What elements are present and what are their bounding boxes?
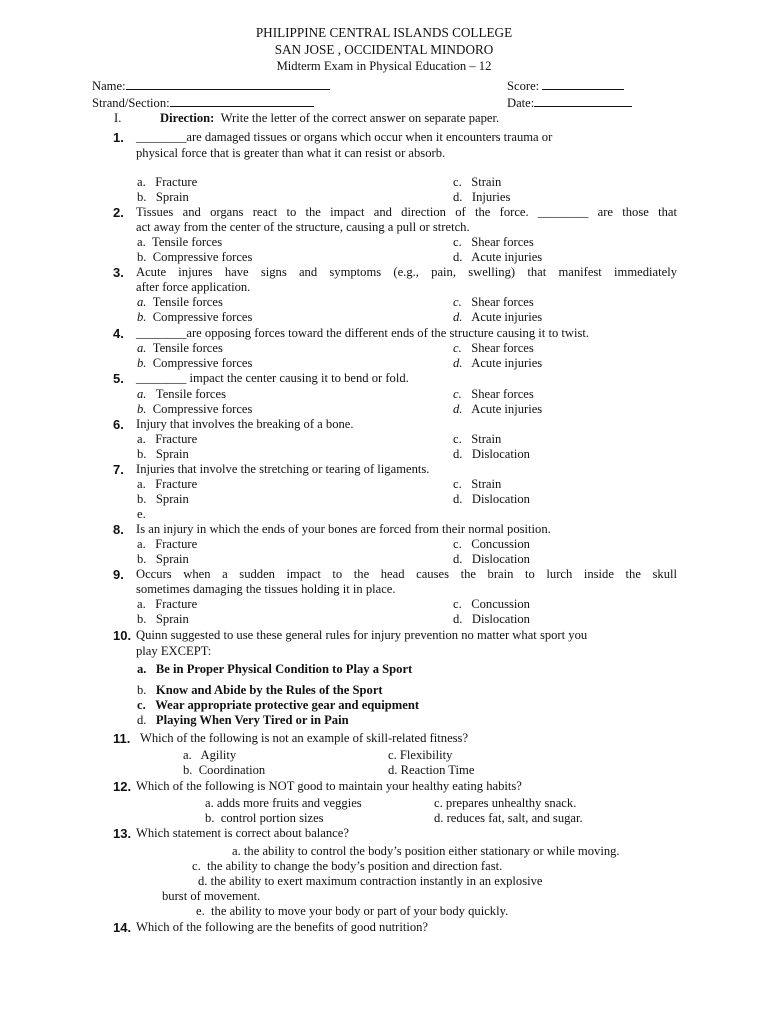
- question-number: 9.: [113, 567, 124, 582]
- option-c: c. Shear forces: [453, 235, 534, 249]
- option-c: c. Flexibility: [388, 748, 453, 762]
- option-d: d. Dislocation: [453, 612, 530, 626]
- option-a: a. Be in Proper Physical Condition to Play a Sport: [137, 662, 413, 676]
- name-line: [126, 77, 330, 90]
- option-d: d. Acute injuries: [453, 250, 543, 264]
- question-text: after force application.: [136, 280, 251, 294]
- question-number: 11.: [113, 731, 131, 746]
- option-d: d. Playing When Very Tired or in Pain: [137, 713, 349, 727]
- option-b: b. Compressive forces: [137, 356, 253, 370]
- option-d: d. Dislocation: [453, 552, 530, 566]
- question-text: ________are opposing forces toward the different ends of the structure causing it to twist.: [136, 326, 590, 340]
- question-number: 13.: [113, 826, 132, 841]
- question-number: 2.: [113, 205, 124, 220]
- date-field: [507, 94, 632, 111]
- school-name: PHILIPPINE CENTRAL ISLANDS COLLEGE: [255, 25, 513, 40]
- option-d: d. Injuries: [453, 190, 511, 204]
- option-a: a. Tensile forces: [137, 341, 223, 355]
- option-c: c. Strain: [453, 432, 502, 446]
- option-d: d. Dislocation: [453, 447, 530, 461]
- option-d: d. reduces fat, salt, and sugar.: [434, 811, 583, 825]
- option-b: b. Coordination: [183, 763, 266, 777]
- direction-text: Write the letter of the correct answer on separate paper.: [220, 111, 500, 125]
- option-b: b. Compressive forces: [137, 402, 253, 416]
- question-number: 4.: [113, 326, 124, 341]
- option-a: a. the ability to control the body’s position either stationary or while moving.: [232, 844, 620, 858]
- option-d: d. the ability to exert maximum contraction instantly in an explosive: [198, 874, 543, 888]
- section-numeral: I.: [114, 111, 122, 125]
- option-b: b. Know and Abide by the Rules of the Sport: [137, 683, 383, 697]
- name-label: Name:: [92, 79, 126, 93]
- question-text: Which statement is correct about balance?: [136, 826, 349, 840]
- option-d: d. Reaction Time: [388, 763, 475, 777]
- option-b: b. Sprain: [137, 447, 189, 461]
- question-number: 1.: [113, 130, 124, 145]
- question-text: play EXCEPT:: [136, 644, 212, 658]
- option-d: d. Acute injuries: [453, 310, 543, 324]
- option-e: e.: [137, 507, 146, 521]
- option-d-continued: burst of movement.: [162, 889, 261, 903]
- question-text: Injuries that involve the stretching or tearing of ligaments.: [136, 462, 430, 476]
- question-number: 7.: [113, 462, 124, 477]
- question-text: physical force that is greater than what it can resist or absorb.: [136, 146, 446, 160]
- direction: [160, 111, 499, 126]
- question-text: Which of the following are the benefits of good nutrition?: [136, 920, 429, 934]
- option-a: a. Tensile forces: [137, 387, 227, 401]
- question-number: 14.: [113, 920, 132, 935]
- option-c: c. Strain: [453, 175, 502, 189]
- question-text: Quinn suggested to use these general rules for injury prevention no matter what sport you: [136, 628, 588, 642]
- option-a: a. Fracture: [137, 537, 198, 551]
- option-d: d. Acute injuries: [453, 356, 543, 370]
- question-number: 8.: [113, 522, 124, 537]
- option-b: b. Compressive forces: [137, 310, 253, 324]
- option-b: b. Compressive forces: [137, 250, 253, 264]
- question-text: Injury that involves the breaking of a bone.: [136, 417, 354, 431]
- option-c: c. prepares unhealthy snack.: [434, 796, 577, 810]
- option-c: c. Shear forces: [453, 341, 534, 355]
- option-b: b. Sprain: [137, 552, 189, 566]
- option-a: a. Fracture: [137, 477, 198, 491]
- option-a: a. Agility: [183, 748, 237, 762]
- question-text: Tissues and organs react to the impact and direction of the force. ________ are those that: [136, 205, 677, 219]
- strand-label: Strand/Section:: [92, 96, 170, 110]
- direction-label: Direction:: [160, 111, 215, 125]
- option-b: b. control portion sizes: [205, 811, 324, 825]
- strand-field: [92, 94, 314, 111]
- school-location: SAN JOSE , OCCIDENTAL MINDORO: [274, 42, 494, 57]
- option-c: c. the ability to change the body’s position and direction fast.: [192, 859, 503, 873]
- option-a: a. Tensile forces: [137, 235, 223, 249]
- date-label: Date:: [507, 96, 535, 110]
- exam-title: Midterm Exam in Physical Education – 12: [276, 59, 492, 73]
- question-number: 6.: [113, 417, 124, 432]
- option-a: a. adds more fruits and veggies: [205, 796, 362, 810]
- option-b: b. Sprain: [137, 612, 189, 626]
- question-number: 10.: [113, 628, 132, 643]
- score-label: Score:: [507, 79, 540, 93]
- question-text: Is an injury in which the ends of your bones are forced from their normal position.: [136, 522, 551, 536]
- question-text: Which of the following is NOT good to maintain your healthy eating habits?: [136, 779, 522, 793]
- option-c: c. Concussion: [453, 537, 530, 551]
- score-line: [542, 77, 624, 90]
- question-text: Which of the following is not an example of skill-related fitness?: [140, 731, 469, 745]
- option-c: c. Strain: [453, 477, 502, 491]
- date-line: [534, 94, 632, 107]
- option-c: c. Wear appropriate protective gear and equipment: [137, 698, 420, 712]
- option-d: d. Acute injuries: [453, 402, 543, 416]
- option-c: c. Concussion: [453, 597, 530, 611]
- question-text: act away from the center of the structure, causing a pull or stretch.: [136, 220, 470, 234]
- name-field: [92, 77, 330, 94]
- question-number: 12.: [113, 779, 132, 794]
- strand-line: [170, 94, 314, 107]
- option-d: d. Dislocation: [453, 492, 530, 506]
- question-text: sometimes damaging the tissues holding it in place.: [136, 582, 396, 596]
- question-text: ________ impact the center causing it to bend or fold.: [136, 371, 409, 385]
- option-e: e. the ability to move your body or part of your body quickly.: [196, 904, 509, 918]
- option-a: a. Fracture: [137, 432, 198, 446]
- question-text: Acute injures have signs and symptoms (e.g., pain, swelling) that manifest immediately: [136, 265, 677, 279]
- question-text: Occurs when a sudden impact to the head causes the brain to lurch inside the skull: [136, 567, 677, 581]
- option-c: c. Shear forces: [453, 387, 534, 401]
- option-a: a. Fracture: [137, 597, 198, 611]
- option-b: b. Sprain: [137, 492, 189, 506]
- option-a: a. Fracture: [137, 175, 198, 189]
- option-a: a. Tensile forces: [137, 295, 223, 309]
- question-number: 5.: [113, 371, 124, 386]
- option-b: b. Sprain: [137, 190, 189, 204]
- option-c: c. Shear forces: [453, 295, 534, 309]
- question-number: 3.: [113, 265, 124, 280]
- score-field: [507, 77, 624, 94]
- question-text: ________are damaged tissues or organs which occur when it encounters trauma or: [136, 130, 553, 144]
